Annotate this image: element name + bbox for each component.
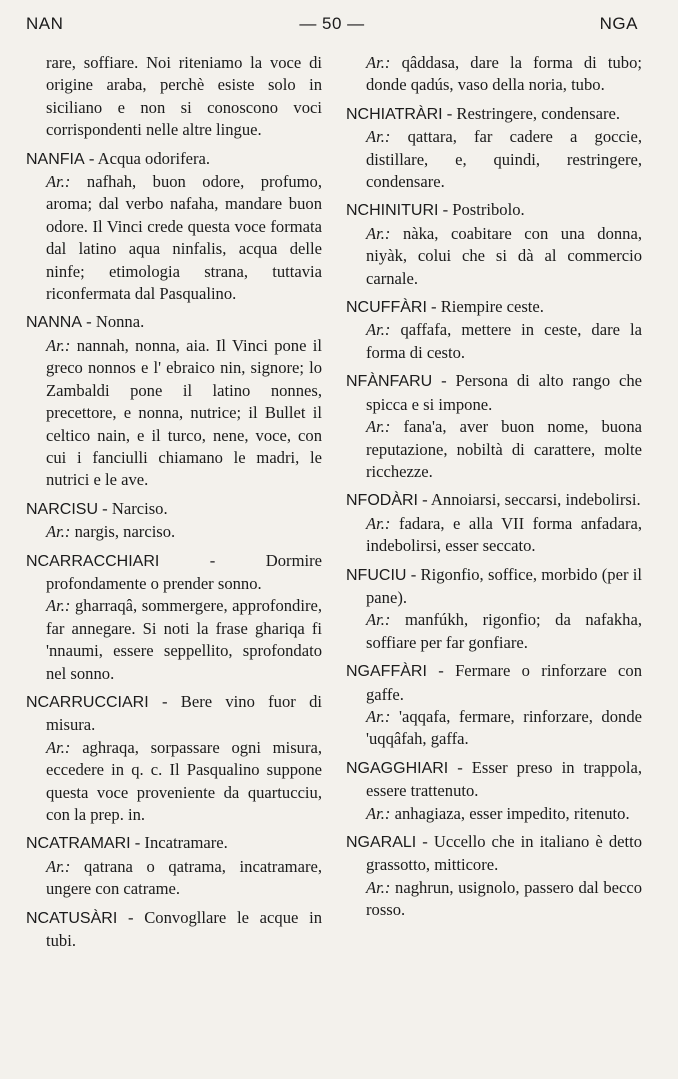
arabic-label: Ar.: [366, 513, 391, 533]
headword: NCHIATRÀRI [346, 105, 443, 123]
etymology [346, 513, 642, 558]
headword: NCARRACCHIARI [26, 552, 160, 570]
arabic-label: Ar.: [46, 737, 71, 757]
entry-heading: NGAGGHIARI - Esser preso in trappola, essere trattenuto. [346, 757, 642, 801]
arabic-label: Ar.: [46, 172, 71, 192]
etymology-text: anhagiaza, esser impedito, ritenuto. [394, 803, 630, 823]
dictionary-entry [346, 199, 642, 290]
headword: NARCISU [26, 500, 99, 518]
etymology [26, 521, 322, 543]
etymology [26, 737, 322, 827]
headword: NFODÀRI [346, 492, 418, 510]
etymology [26, 171, 322, 305]
etymology [346, 319, 642, 364]
etymology-text: nargis, narciso. [74, 522, 176, 542]
entry-heading: NARCISU - Narciso. [26, 498, 168, 518]
dictionary-entry [346, 564, 642, 655]
arabic-label: Ar.: [46, 596, 71, 616]
entry-heading: NCUFFÀRI - Riempire ceste. [346, 297, 544, 317]
definition: Rigonfio, soffice, morbido (per il pane). [366, 564, 643, 607]
definition: Esser preso in trappola, essere trattenuto. [366, 757, 642, 801]
etymology-text: nàka, coabitare con una donna, niyàk, colui che si dà al commercio carnale. [366, 223, 642, 288]
arabic-label: Ar.: [366, 610, 391, 630]
etymology-text: naghrun, usignolo, passero dal becco rosso. [366, 877, 643, 920]
entry-text: rare, soffiare. Noi riteniamo la voce di origine araba, perchè esiste solo in siciliano e non si conoscono voci corrispondenti nelle altre lingue. [46, 53, 322, 140]
entry-heading: NGARALI - Uccello che in italiano è detto grassotto, mitticore. [346, 832, 642, 875]
running-header [26, 10, 638, 38]
etymology [346, 223, 642, 290]
arabic-label: Ar.: [46, 335, 71, 355]
arabic-label: Ar.: [46, 522, 71, 542]
etymology-text: gharraqâ, sommergere, approfondire, far annegare. Si noti la frase ghariqa fi 'nnaumi, essere seppellito, sprofondato nel sonno. [46, 596, 322, 683]
definition: Restringere, condensare. [456, 103, 620, 123]
dictionary-entry [346, 831, 642, 922]
headword: NANFIA [26, 150, 85, 168]
headword: NFÀNFARU [346, 373, 433, 391]
etymology [26, 335, 322, 492]
dictionary-entry [346, 757, 642, 825]
entry-heading: NCHINITURI - Postribolo. [346, 200, 525, 220]
dictionary-entry [346, 296, 642, 364]
headword: NGAFFÀRI [346, 663, 427, 681]
etymology [346, 609, 642, 654]
headword: NCATUSÀRI [26, 909, 118, 927]
etymology-text: qaffafa, mettere in ceste, dare la forma di cesto. [366, 320, 642, 362]
definition: Annoiarsi, seccarsi, indebolirsi. [430, 490, 641, 510]
entry-heading: NANFIA - Acqua odorifera. [26, 148, 211, 168]
headword: NCATRAMARI [26, 835, 131, 853]
headword: NANNA [26, 314, 83, 332]
etymology-text: qatrana o qatrama, incatramare, ungere con catrame. [46, 856, 322, 899]
dictionary-entry [346, 489, 642, 557]
arabic-label: Ar.: [366, 53, 391, 72]
definition: Postribolo. [452, 200, 525, 220]
continuation-text [26, 52, 322, 142]
arabic-label: Ar.: [366, 320, 391, 340]
arabic-label: Ar.: [366, 877, 391, 897]
definition: Dormire profondamente o prender sonno. [46, 550, 322, 593]
definition: Nonna. [95, 312, 145, 332]
etymology-text: nannah, nonna, aia. Il Vinci pone il greco nonnos e l' ebraico nin, signore; lo Zambaldi pone il latino nonnes, precettore, e nonna, nutrice; il Bullet il celtico nain, e il turco, nene, voce, con cui i fanciulli chiamano le madri, le nutrici e le ave. [46, 335, 322, 490]
etymology [346, 706, 642, 751]
dictionary-entry [26, 148, 322, 306]
entry-continuation [346, 52, 642, 97]
etymology [26, 595, 322, 685]
dictionary-entry [346, 660, 642, 751]
definition: Bere vino fuor di misura. [46, 691, 322, 735]
arabic-label: Ar.: [366, 127, 391, 147]
entry-heading: NANNA - Nonna. [26, 312, 145, 332]
dictionary-entry [26, 498, 322, 544]
etymology-text: fadara, e alla VII forma anfadara, indebolirsi, esser seccato. [366, 513, 642, 556]
right-column [346, 52, 642, 928]
entry-heading: NCATUSÀRI - Convogllare le acque in tubi. [26, 907, 322, 951]
dictionary-entry [346, 370, 642, 483]
entry-continuation [26, 52, 322, 142]
entry-heading: NCATRAMARI - Incatramare. [26, 833, 228, 853]
dictionary-entry [26, 311, 322, 491]
etymology-text: fana'a, aver buon nome, buona reputazione, nobiltà di carattere, molte ricchezze. [366, 417, 642, 481]
entry-heading: NFÀNFARU - Persona di alto rango che spicca e si impone. [346, 371, 642, 414]
dictionary-entry [26, 907, 322, 953]
definition: Persona di alto rango che spicca e si impone. [366, 371, 642, 414]
etymology [346, 416, 642, 483]
headword: NFUCIU [346, 566, 407, 584]
arabic-label: Ar.: [46, 856, 71, 876]
etymology-text: 'aqqafa, fermare, rinforzare, donde 'uqqâfah, gaffa. [366, 706, 642, 749]
headword: NCARRUCCIARI [26, 693, 149, 711]
entry-heading: NCARRACCHIARI - Dormire profondamente o prender sonno. [26, 550, 322, 593]
dictionary-entry [26, 691, 322, 826]
etymology [26, 856, 322, 901]
entry-heading: NFUCIU - Rigonfio, soffice, morbido (per il pane). [346, 564, 643, 607]
arabic-label: Ar.: [366, 803, 391, 823]
headword: NCHINITURI [346, 202, 439, 220]
arabic-label: Ar.: [366, 223, 391, 243]
definition: Riempire ceste. [440, 297, 544, 317]
header-right-guideword: NGA [599, 14, 638, 33]
definition: Acqua odorifera. [97, 148, 211, 168]
dictionary-entry [26, 550, 322, 685]
etymology [346, 803, 642, 825]
definition: Convogllare le acque in tubi. [46, 907, 322, 951]
definition: Fermare o rinforzare con gaffe. [366, 661, 642, 704]
definition: Uccello che in italiano è detto grassotto, mitticore. [366, 832, 642, 875]
dictionary-entry [346, 103, 642, 194]
entry-heading: NGAFFÀRI - Fermare o rinforzare con gaffe. [346, 661, 642, 704]
arabic-label: Ar.: [366, 417, 391, 437]
header-left-guideword: NAN [26, 14, 64, 33]
entry-text: qâddasa, dare la forma di tubo; donde qadús, vaso della noria, tubo. [366, 53, 642, 95]
definition: Narciso. [111, 498, 168, 518]
headword: NGARALI [346, 834, 417, 851]
headword: NGAGGHIARI [346, 759, 449, 777]
etymology-text: aghraqa, sorpassare ogni misura, eccedere in q. c. Il Pasqualino suppone questa voce proveniente da quartucciu, con la prep. in. [46, 737, 322, 824]
etymology [346, 126, 642, 193]
etymology-text: nafhah, buon odore, profumo, aroma; dal verbo nafaha, mandare buon odore. Il Vinci crede questa voce formata dal latino aqua ninfalis, acqua delle ninfe; etimologia strana, tuttavia riconfermata dal Pasqualino. [46, 172, 322, 304]
entry-heading: NFODÀRI - Annoiarsi, seccarsi, indebolirsi. [346, 490, 641, 510]
left-column [26, 52, 322, 958]
dictionary-entry [26, 832, 322, 900]
headword: NCUFFÀRI [346, 299, 427, 317]
etymology [346, 877, 642, 922]
definition: Incatramare. [144, 833, 228, 853]
continuation-text [346, 52, 642, 97]
entry-heading: NCARRUCCIARI - Bere vino fuor di misura. [26, 691, 322, 735]
arabic-label: Ar.: [366, 706, 391, 726]
page-number: — 50 — [299, 14, 365, 33]
entry-heading: NCHIATRÀRI - Restringere, condensare. [346, 103, 620, 123]
etymology-text: manfúkh, rigonfio; da nafakha, soffiare per far gonfiare. [366, 610, 642, 652]
etymology-text: qattara, far cadere a goccie, distillare, e, quindi, restringere, condensare. [366, 127, 642, 192]
